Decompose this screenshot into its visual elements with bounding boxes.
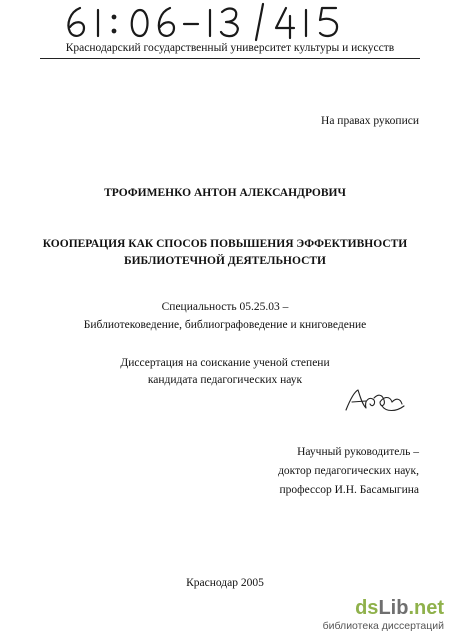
specialty-code: Специальность 05.25.03 – (161, 301, 289, 313)
specialty-name: Библиотековедение, библиографоведение и книговедение (83, 319, 367, 331)
title-line-2: БИБЛИОТЕЧНОЙ ДЕЯТЕЛЬНОСТИ (123, 255, 326, 267)
title-line-1: КООПЕРАЦИЯ КАК СПОСОБ ПОВЫШЕНИЯ ЭФФЕКТИВНОСТИ (42, 238, 408, 250)
university-name: Краснодарский государственный университет культуры и искусств (65, 42, 395, 54)
supervisor-line-2: доктор педагогических наук, (278, 465, 419, 477)
degree-line-2: кандидата педагогических наук (147, 374, 303, 386)
degree-line-1: Диссертация на соискание ученой степени (120, 357, 330, 369)
watermark-subtitle: библиотека диссертаций (322, 620, 444, 632)
supervisor-line-3: профессор И.Н. Басамыгина (279, 484, 419, 496)
handwritten-archive-number (58, 2, 358, 42)
author-name: ТРОФИМЕНКО АНТОН АЛЕКСАНДРОВИЧ (104, 187, 346, 199)
manuscript-note: На правах рукописи (321, 115, 419, 127)
city-year: Краснодар 2005 (186, 577, 264, 589)
signature-image (340, 386, 410, 416)
header-rule (40, 58, 420, 59)
supervisor-line-1: Научный руководитель – (297, 446, 419, 458)
watermark-logo: dsLib.net (355, 597, 444, 619)
dslib-watermark (313, 597, 448, 635)
